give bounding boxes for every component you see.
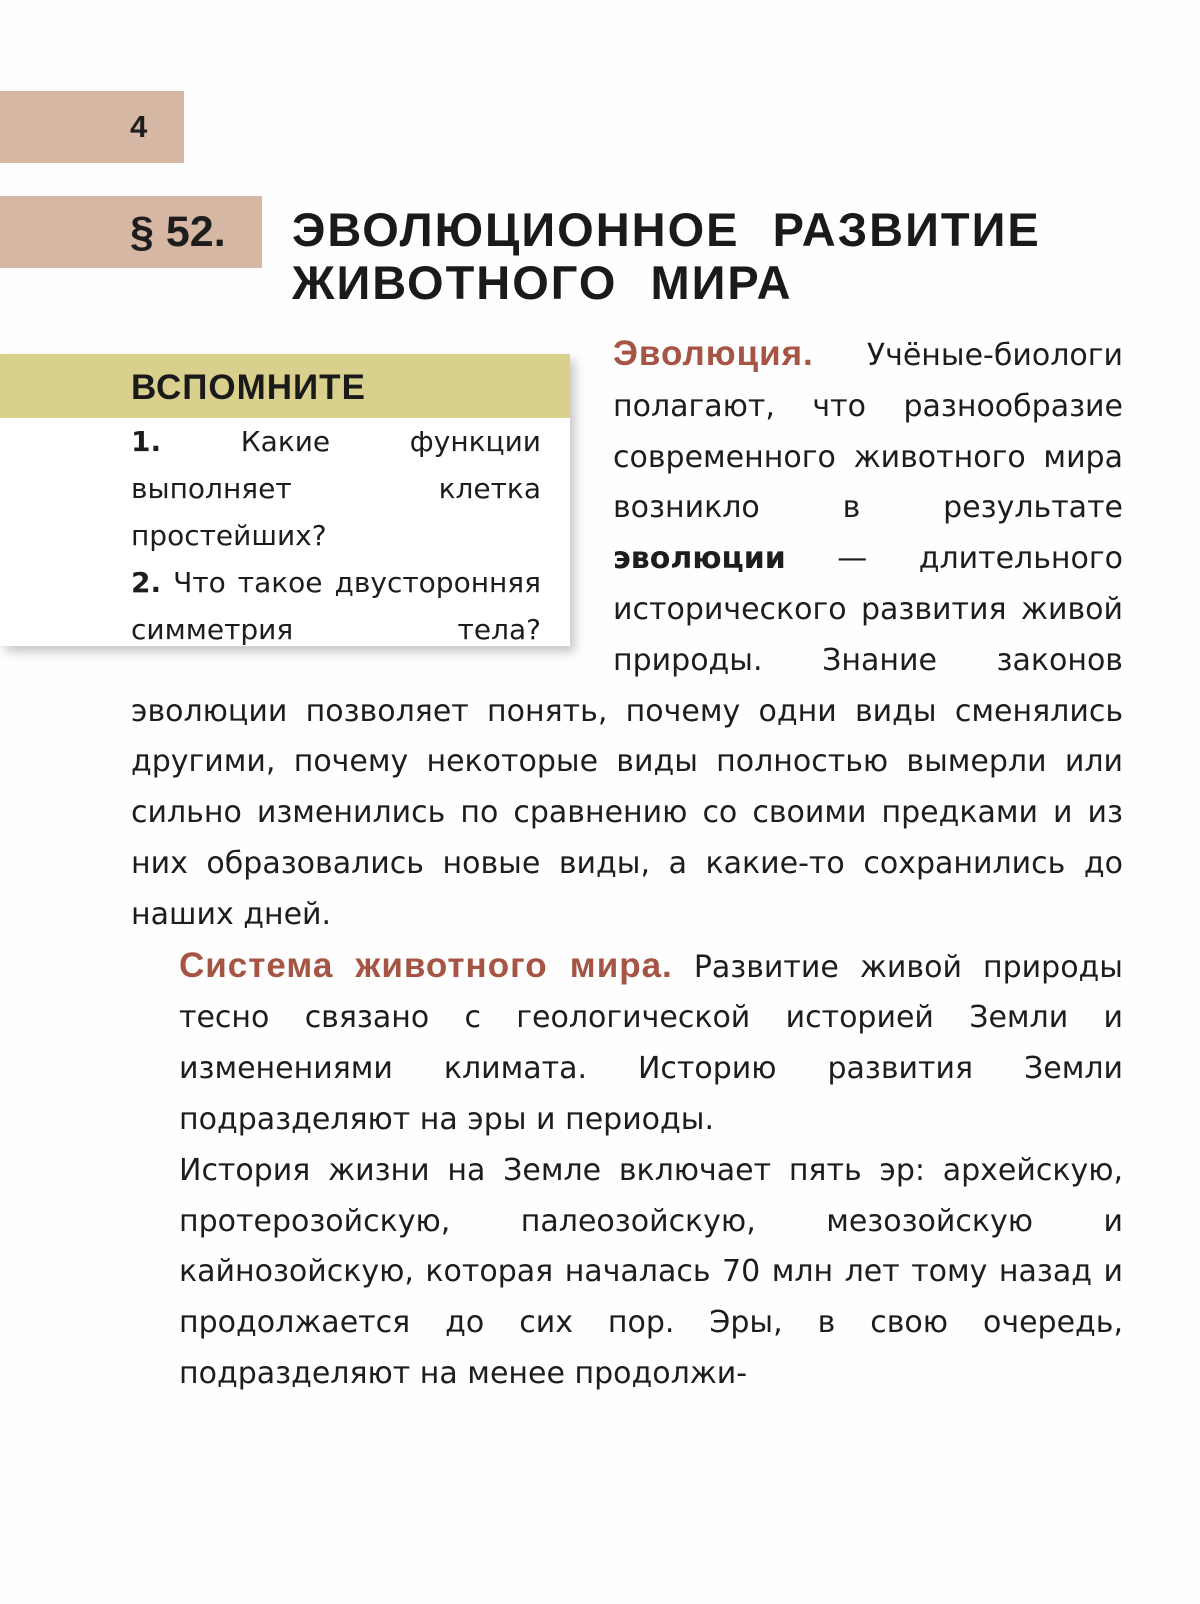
question-text: Какие функции выполняет клетка простейших? [131, 425, 541, 552]
recall-box-header: ВСПОМНИТЕ [0, 354, 570, 418]
paragraph-text: Учёные-биологи полагают, что разнообразие современного животного мира возникло в результате [613, 338, 1123, 526]
paragraph-text: — длительного исторического развития живой природы. Знание законов эволюции позволяет понять, почему одни виды сменялись другими, почему некоторые виды полностью вымерли или сильно изменились по сравнению со своими предками и из них образовались новые виды, а какие-то сохранились до наших дней. [131, 541, 1123, 932]
section-number-badge: § 52. [0, 196, 262, 268]
question-number: 2. [131, 566, 162, 599]
question-number: 1. [131, 425, 162, 458]
chapter-title: ЭВОЛЮЦИОННОЕ РАЗВИТИЕ ЖИВОТНОГО МИРА [292, 203, 1041, 309]
paragraph-eras: История жизни на Земле включает пять эр: архейскую, протерозойскую, палеозойскую, мезозойскую и кайнозойскую, которая началась 70 млн лет тому назад и продолжается до сих пор. Эры, в свою очередь, подразделяют на менее продолжи- [179, 1152, 1123, 1391]
paragraph-animal-system [131, 941, 1123, 1146]
bold-term-evolution: эволюции [613, 541, 786, 577]
term-animal-system: Система животного мира. [179, 945, 673, 985]
question-text: Что такое двусторонняя симметрия тела? [131, 566, 541, 646]
main-text [131, 329, 1123, 1400]
paragraph-text: Развитие живой природы тесно связано с геологической историей Земли и изменениями климата. Историю развития Земли подразделяют на эры и периоды. [179, 949, 1123, 1137]
term-evolution: Эволюция. [613, 334, 814, 373]
page-number: 4 [0, 91, 184, 163]
